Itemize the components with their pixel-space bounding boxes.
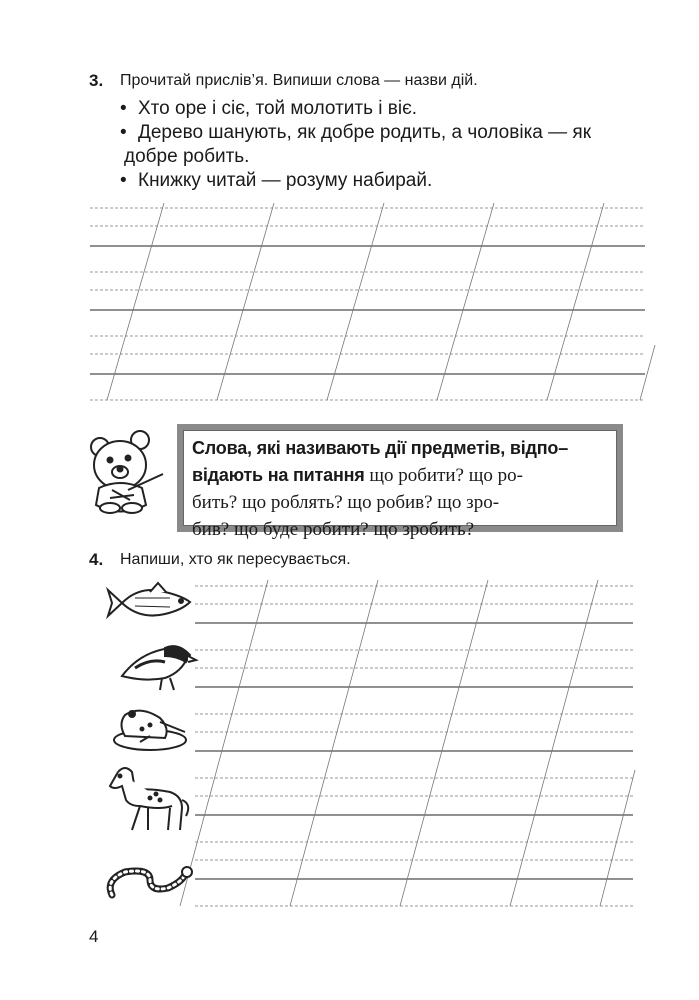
rule-line-4: бив? що буде робити? що зробить? bbox=[192, 519, 475, 540]
task-3-number: 3. bbox=[89, 71, 104, 90]
page-number: 4 bbox=[89, 927, 99, 946]
rule-line-2-bold: відають на питання bbox=[192, 465, 365, 485]
task-4-number: 4. bbox=[89, 550, 104, 569]
horse-icon bbox=[110, 768, 188, 830]
snake-head-icon bbox=[182, 867, 192, 877]
bullet-icon: • bbox=[120, 170, 127, 191]
task-4-instruction: Напиши, хто як пересувається. bbox=[120, 551, 351, 568]
proverb-2-text: Дерево шанують, як добре родить, а чоловіка — як bbox=[138, 122, 592, 143]
rule-line-3: бить? що роблять? що робив? що зро- bbox=[192, 492, 500, 513]
fish-icon bbox=[108, 583, 190, 616]
proverb-1-text: Хто оре і сіє, той молотить і віє. bbox=[138, 98, 418, 119]
bullet-icon: • bbox=[120, 98, 127, 119]
bullet-icon: • bbox=[120, 122, 127, 143]
frog-icon bbox=[114, 711, 186, 750]
proverb-3-text: Книжку читай — розуму набирай. bbox=[138, 170, 433, 191]
rule-line-2-questions: що робити? що ро- bbox=[364, 465, 523, 486]
bird-icon bbox=[122, 646, 196, 690]
proverb-2-text-cont: добре робить. bbox=[124, 146, 250, 167]
task-3-instruction: Прочитай прислів’я. Випиши слова — назви дій. bbox=[120, 72, 478, 89]
rule-line-1: Слова, які називають дії предметів, відпо– bbox=[192, 438, 569, 458]
